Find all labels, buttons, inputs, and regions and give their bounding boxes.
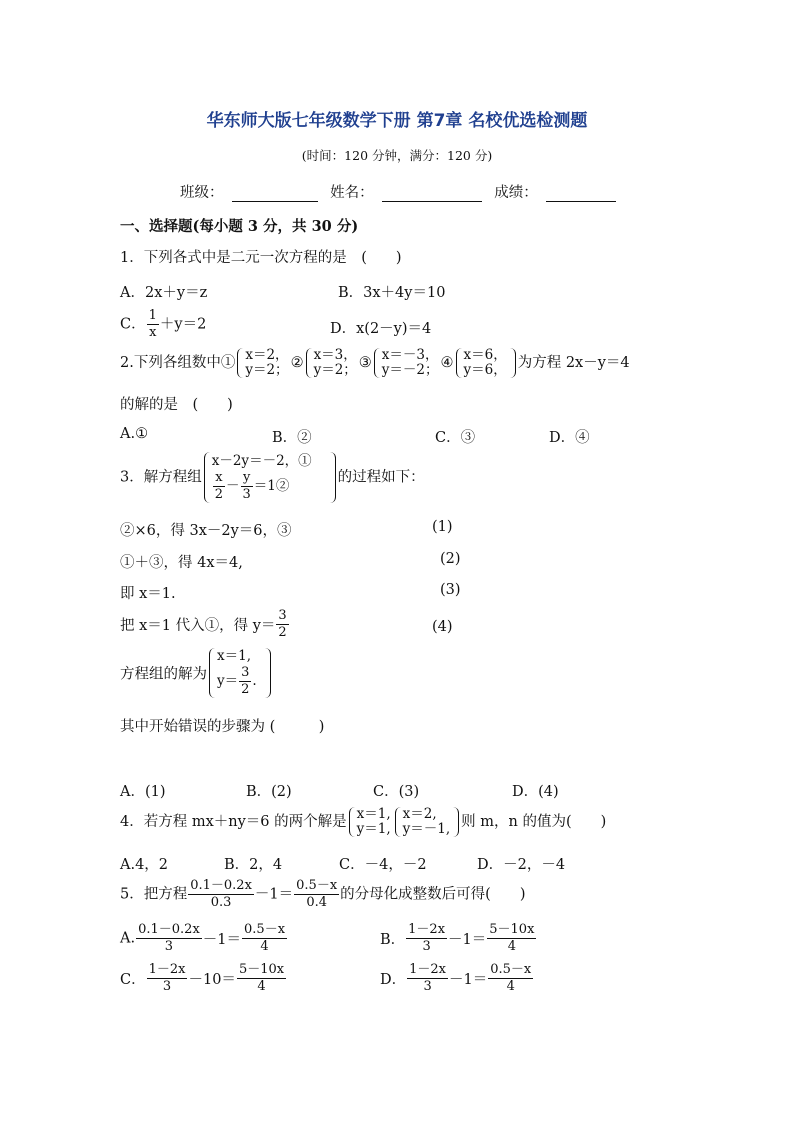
q5-a-d2: 4 xyxy=(260,939,269,954)
q5-option-d xyxy=(380,962,534,995)
q3-step2: ①＋③，得 4x＝4, xyxy=(120,555,243,571)
q5-c-frac1 xyxy=(147,962,188,995)
q3-step4-no: (4) xyxy=(432,619,453,635)
q2-option-a: A.① xyxy=(120,426,149,442)
q5-c-frac2 xyxy=(237,962,286,995)
q3-question: 其中开始错误的步骤为 ( ) xyxy=(120,719,325,735)
class-label: 班级： xyxy=(180,185,224,201)
q5-frac-right xyxy=(294,878,339,911)
exam-info: (时间：120 分钟，满分：120 分) xyxy=(301,148,493,163)
q5-n2: 0.5－x xyxy=(296,878,338,893)
q5-stem xyxy=(120,878,526,911)
q5-c-n1: 1－2x xyxy=(148,962,186,977)
q4-s1-row2: y＝1, xyxy=(356,821,391,837)
q5-d-mid: －1＝ xyxy=(449,972,488,988)
q4-system-1 xyxy=(349,807,391,837)
q3-step4 xyxy=(120,608,290,641)
q3-sol-frac xyxy=(239,665,251,698)
q5-c-d2: 4 xyxy=(257,979,266,994)
q3-step3: 即 x＝1. xyxy=(120,586,176,602)
q3-minus: － xyxy=(226,478,240,494)
q5-d-label: D． xyxy=(380,972,407,988)
score-label: 成绩： xyxy=(494,185,538,201)
q2-option-b: B．② xyxy=(272,430,312,446)
q4-stem xyxy=(120,807,606,837)
q1-option-a: A．2x＋y＝z xyxy=(120,285,208,301)
q5-a-mid: －1＝ xyxy=(202,932,242,948)
q3-frac-y3-den: 3 xyxy=(242,487,251,502)
q1-c-suffix: ＋y＝2 xyxy=(159,316,207,333)
q5-d-d2: 4 xyxy=(506,979,515,994)
q5-a-frac2 xyxy=(242,922,287,955)
q3-step4-num: 3 xyxy=(278,608,287,623)
q4-system-2 xyxy=(395,807,460,837)
q3-sol-row1: x＝1, xyxy=(217,648,251,664)
q3-step2-no: (2) xyxy=(440,551,461,567)
q2-s3-row2: y＝－2； xyxy=(381,362,439,378)
q5-d-n1: 1－2x xyxy=(409,962,447,977)
q5-b-d2: 4 xyxy=(507,939,516,954)
q5-d-n2: 0.5－x xyxy=(490,962,532,977)
q3-step4-den: 2 xyxy=(278,625,287,640)
q3-step4-frac xyxy=(276,608,288,641)
q2-circle-3: ③ xyxy=(358,355,372,371)
q4-suffix: 则 m，n 的值为( ) xyxy=(461,814,607,830)
q3-frac-x2 xyxy=(213,470,225,503)
q5-b-label: B． xyxy=(380,932,406,948)
q5-d-d1: 3 xyxy=(423,979,432,994)
class-blank[interactable] xyxy=(232,187,318,202)
q3-option-a: A．(1) xyxy=(120,784,166,800)
q5-c-label: C． xyxy=(120,972,146,988)
q3-option-b: B．(2) xyxy=(246,784,292,800)
q2-circle-2: ② xyxy=(290,355,304,371)
q2-system-4 xyxy=(456,348,516,378)
q2-system-1 xyxy=(237,348,288,378)
q1-c-num: 1 xyxy=(148,308,157,323)
q4-option-b: B．2，4 xyxy=(224,857,283,873)
name-blank[interactable] xyxy=(382,187,482,202)
q1-option-b: B．3x＋4y＝10 xyxy=(338,285,446,301)
page-title: 华东师大版七年级数学下册 第7章 名校优选检测题 xyxy=(206,111,588,131)
q5-option-c xyxy=(120,962,287,995)
q5-c-mid: －10＝ xyxy=(188,972,236,988)
student-info-row xyxy=(180,181,624,202)
q3-sol-prefix: 方程组的解为 xyxy=(120,666,207,683)
q5-b-frac1 xyxy=(406,922,447,955)
q5-a-n2: 0.5－x xyxy=(244,922,286,937)
q3-row2 xyxy=(212,470,312,503)
q5-b-frac2 xyxy=(487,922,536,955)
q2-option-c: C．③ xyxy=(435,430,476,446)
q3-frac-y3 xyxy=(241,470,253,503)
q5-c-d1: 3 xyxy=(162,979,172,994)
q3-frac-x2-num: x xyxy=(213,470,225,487)
q2-s3-row1: x＝－3， xyxy=(381,347,439,363)
q2-cont: 的解的是 ( ) xyxy=(120,397,233,413)
q1-c-den: x xyxy=(149,325,157,340)
q3-step3-no: (3) xyxy=(440,582,461,598)
q5-a-label: A. xyxy=(120,930,136,947)
q3-option-d: D．(4) xyxy=(512,784,559,800)
q2-circle-4: ④ xyxy=(440,355,454,371)
q2-suffix: 为方程 2x－y＝4 xyxy=(517,355,630,371)
q5-c-n2: 5－10x xyxy=(238,962,285,977)
q3-sol-row2 xyxy=(217,665,257,698)
q4-option-c: C．－4，－2 xyxy=(339,857,427,873)
q2-system-2 xyxy=(306,348,357,378)
q5-b-mid: －1＝ xyxy=(448,932,487,948)
q3-option-c: C．(3) xyxy=(373,784,420,800)
q3-sol-den: 2 xyxy=(241,682,250,697)
q4-s2-row2: y＝－1, xyxy=(402,821,451,837)
q4-s2-row1: x＝2, xyxy=(402,806,437,822)
q3-step4-prefix: 把 x＝1 代入①，得 y＝ xyxy=(120,618,276,634)
q2-s2-row1: x＝3， xyxy=(313,347,357,363)
q3-frac-x2-den: 2 xyxy=(214,487,224,502)
q5-a-n1: 0.1－0.2x xyxy=(138,922,200,937)
q2-s1-row1: x＝2， xyxy=(245,347,289,363)
q5-d-frac1 xyxy=(407,962,448,995)
q5-d-frac2 xyxy=(488,962,533,995)
q5-prefix: 5．把方程 xyxy=(120,886,188,903)
q3-prefix: 3．解方程组 xyxy=(120,469,202,486)
q3-suffix: 的过程如下： xyxy=(337,469,425,486)
q5-frac-left xyxy=(188,878,254,911)
q3-stem xyxy=(120,452,425,503)
q2-s2-row2: y＝2； xyxy=(313,362,357,378)
q1-c-label: C． xyxy=(120,316,146,333)
q2-s4-row1: x＝6， xyxy=(463,347,507,363)
q1-option-d: D．x(2－y)＝4 xyxy=(330,321,432,337)
q3-step1-no: (1) xyxy=(432,519,453,535)
q5-mid: －1＝ xyxy=(254,886,294,903)
q3-system xyxy=(204,452,336,503)
q2-option-d: D．④ xyxy=(549,430,590,446)
q5-a-d1: 3 xyxy=(164,939,174,954)
q3-sol-end: . xyxy=(252,673,257,689)
q3-sol-num: 3 xyxy=(241,665,250,680)
q5-option-b xyxy=(380,922,537,955)
q4-s1-row1: x＝1, xyxy=(356,806,391,822)
q5-a-frac1 xyxy=(136,922,202,955)
q4-option-a: A.4，2 xyxy=(120,857,169,873)
q3-frac-y3-num: y xyxy=(241,470,253,487)
q2-stem xyxy=(120,348,630,378)
q1-stem: 1．下列各式中是二元一次方程的是 ( ) xyxy=(120,250,402,266)
name-label: 姓名： xyxy=(330,185,374,201)
q5-b-n1: 1－2x xyxy=(408,922,446,937)
q2-s1-row2: y＝2； xyxy=(245,362,289,378)
q3-step1: ②×6，得 3x－2y＝6，③ xyxy=(120,523,292,539)
score-blank[interactable] xyxy=(546,187,616,202)
q5-b-d1: 3 xyxy=(422,939,431,954)
section-title: 一、选择题(每小题 3 分，共 30 分) xyxy=(120,218,359,235)
q3-row2-end: ＝1② xyxy=(253,478,290,494)
q4-prefix: 4．若方程 mx＋ny＝6 的两个解是 xyxy=(120,814,347,830)
q5-d1: 0.3 xyxy=(210,895,232,910)
q3-row1: x－2y＝－2，① xyxy=(211,453,312,469)
q5-n1: 0.1－0.2x xyxy=(190,878,252,893)
q3-sol-system xyxy=(209,648,271,698)
q5-b-n2: 5－10x xyxy=(489,922,535,937)
q4-option-d: D．－2，－4 xyxy=(477,857,566,873)
q5-option-a xyxy=(120,922,288,955)
q1-option-c xyxy=(120,308,206,341)
q2-prefix: 2.下列各组数中① xyxy=(120,355,236,371)
q1-c-fraction xyxy=(147,308,159,341)
q3-solution xyxy=(120,648,273,698)
q3-sol-row2-prefix: y＝ xyxy=(217,673,239,689)
q5-suffix: 的分母化成整数后可得( ) xyxy=(340,886,526,903)
q2-s4-row2: y＝6， xyxy=(463,362,507,378)
q2-system-3 xyxy=(374,348,439,378)
q5-d2: 0.4 xyxy=(306,895,327,910)
